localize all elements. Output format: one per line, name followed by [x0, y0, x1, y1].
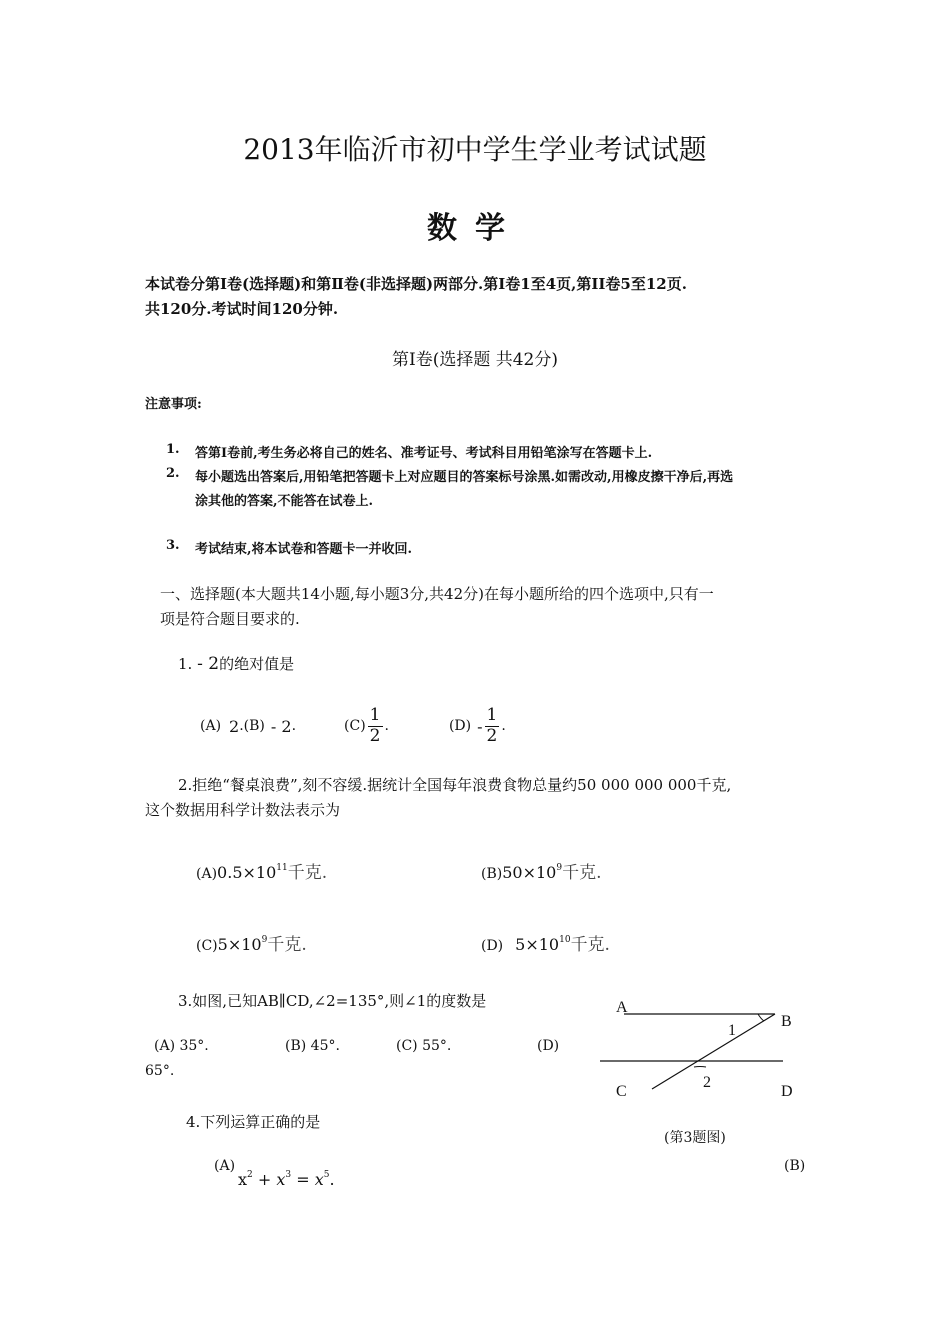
- transversal: [652, 1014, 775, 1089]
- q2-option-d-exp: 10: [559, 935, 571, 945]
- q1-option-c-label: (C): [344, 718, 366, 734]
- q1-c-numerator: 1: [369, 704, 381, 725]
- label-b: B: [781, 1013, 792, 1030]
- note-number: 3.: [166, 538, 180, 553]
- question-1-stem: [178, 653, 294, 674]
- q4-a-exp-2: 3: [285, 1170, 292, 1180]
- q1-value: - 2: [197, 654, 220, 674]
- angle-1-arc: [758, 1014, 764, 1021]
- note-text: 考试结束,将本试卷和答题卡一并收回.: [195, 542, 413, 557]
- q2-option-c-label: (C): [196, 938, 218, 954]
- q3-option-d: (D): [537, 1038, 560, 1054]
- exam-title: 2013年临沂市初中学生学业考试试题: [243, 133, 707, 166]
- q2-option-c: [196, 930, 307, 955]
- q3-option-c: (C) 55°.: [396, 1038, 452, 1054]
- q2-option-c-exp: 9: [261, 935, 268, 945]
- q1-option-b-value: - 2: [270, 716, 292, 736]
- q2-option-d-label: (D): [481, 938, 504, 954]
- q1-number: 1.: [178, 655, 193, 673]
- q1-option-b-label: .(B): [239, 718, 265, 734]
- q2-option-d-unit: 千克.: [570, 935, 610, 955]
- q2-option-b: [481, 858, 601, 883]
- q2-option-d-base: 5×10: [515, 935, 560, 954]
- q1-option-d-fraction: [485, 706, 500, 746]
- q1-d-denominator: 2: [486, 725, 498, 746]
- q4-option-b-label: (B): [784, 1158, 806, 1174]
- q2-option-a-unit: 千克.: [287, 863, 328, 883]
- q2-option-b-exp: 9: [556, 863, 563, 873]
- q1-d-numerator: 1: [486, 704, 498, 725]
- q4-a-term-3: x: [314, 1170, 324, 1189]
- q2-option-b-base: 50×10: [502, 863, 557, 882]
- q2-option-a-base: 0.5×10: [217, 863, 277, 882]
- q2-option-b-label: (B): [481, 866, 503, 882]
- q3-option-d-continued: 65°.: [145, 1063, 175, 1079]
- q1-option-a-label: (A): [200, 718, 222, 734]
- question-2-stem-line-1: 2.拒绝“餐桌浪费”,刻不容缓.据统计全国每年浪费食物总量约50 000 000 000千克,: [178, 776, 732, 794]
- notes-title: 注意事项:: [145, 397, 202, 412]
- q1-option-b-end: .: [291, 718, 297, 734]
- q4-option-a-label: (A): [214, 1158, 236, 1174]
- q1-option-d-label: (D): [448, 718, 472, 734]
- q2-option-a-exp: 11: [276, 863, 288, 873]
- q3-figure: [600, 995, 810, 1105]
- q1-c-denominator: 2: [369, 725, 381, 746]
- q2-option-a: [196, 858, 327, 883]
- q1-option-a-value: 2: [229, 716, 240, 736]
- q4-a-term-2: x: [276, 1170, 286, 1189]
- q1-option-c-end: .: [384, 718, 389, 734]
- q4-a-term-1: x: [238, 1170, 248, 1189]
- q1-option-d-sign: -: [477, 716, 483, 736]
- intro-line-1: 本试卷分第Ⅰ卷(选择题)和第Ⅱ卷(非选择题)两部分.第I卷1至4页,第II卷5至12页.: [145, 275, 687, 293]
- question-1-options: [200, 700, 506, 752]
- q3-option-b: (B) 45°.: [285, 1038, 340, 1054]
- part1-instructions-line-1: 一、选择题(本大题共14小题,每小题3分,共42分)在每小题所给的四个选项中,只有一: [160, 585, 714, 603]
- intro-line-2: 共120分.考试时间120分钟.: [145, 300, 339, 318]
- q4-a-end: .: [329, 1170, 335, 1189]
- question-2-stem-line-2: 这个数据用科学计数法表示为: [145, 801, 341, 819]
- note-number: 2.: [166, 466, 180, 481]
- label-c: C: [616, 1083, 627, 1100]
- section-1-heading: 第Ⅰ卷(选择题 共42分): [391, 350, 558, 370]
- note-text: 答第I卷前,考生务必将自己的姓名、准考证号、考试科目用铅笔涂写在答题卡上.: [195, 446, 653, 461]
- label-d: D: [781, 1083, 793, 1100]
- label-angle-1: 1: [728, 1022, 736, 1039]
- part1-instructions-line-2: 项是符合题目要求的.: [160, 610, 300, 628]
- q4-a-exp-3: 5: [323, 1170, 330, 1180]
- note-text: 每小题选出答案后,用铅笔把答题卡上对应题目的答案标号涂黑.如需改动,用橡皮擦干净后,再选: [195, 470, 734, 485]
- q2-option-b-unit: 千克.: [562, 863, 602, 883]
- question-4-stem: 4.下列运算正确的是: [186, 1113, 321, 1131]
- q1-option-c-fraction: [368, 706, 383, 746]
- question-3-stem: 3.如图,已知AB∥CD,∠2=135°,则∠1的度数是: [178, 992, 487, 1010]
- q1-stem-text: 的绝对值是: [219, 655, 295, 673]
- q4-a-equals: =: [296, 1170, 310, 1189]
- figure-caption: (第3题图): [664, 1130, 726, 1146]
- label-angle-2: 2: [703, 1074, 711, 1091]
- q4-a-exp-1: 2: [247, 1170, 253, 1180]
- q4-a-plus: +: [257, 1170, 272, 1189]
- q2-option-a-label: (A): [196, 866, 218, 882]
- q2-option-c-base: 5×10: [217, 935, 262, 954]
- note-number: 1.: [166, 442, 180, 457]
- label-a: A: [616, 999, 628, 1016]
- q1-option-d-end: .: [501, 718, 506, 734]
- q4-option-a-expression: [238, 1170, 335, 1189]
- note-text-cont: 涂其他的答案,不能答在试卷上.: [195, 494, 374, 509]
- q2-option-c-unit: 千克.: [267, 935, 307, 955]
- q3-option-a: (A) 35°.: [154, 1038, 209, 1054]
- subject-title: 数学: [427, 211, 523, 246]
- angle-2-arc: [694, 1067, 706, 1068]
- q2-option-d: [481, 930, 610, 955]
